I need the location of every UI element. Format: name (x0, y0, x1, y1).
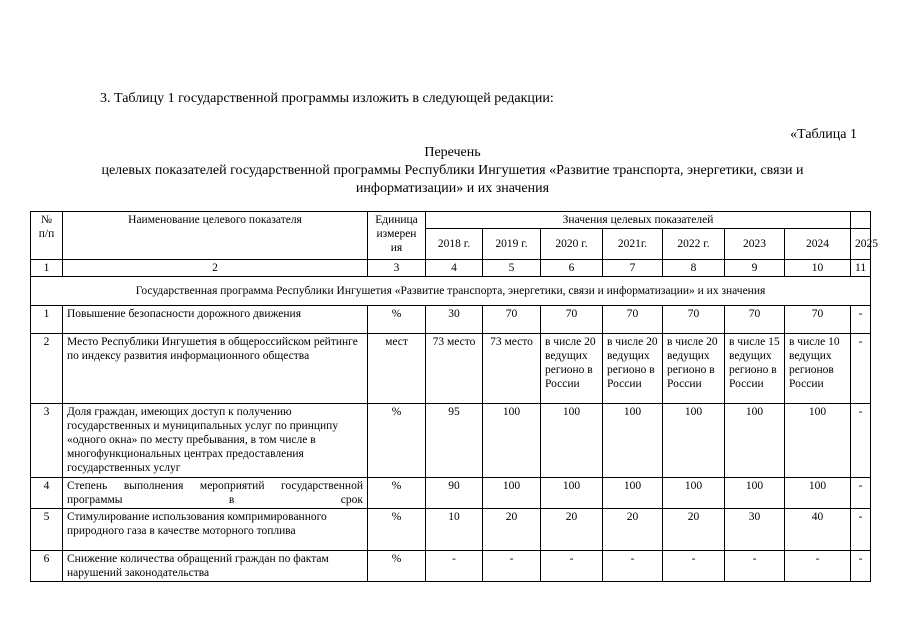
indicator-unit: % (368, 404, 426, 478)
column-number: 1 (31, 260, 63, 277)
indicator-name: Степень выполнения мероприятий государственной программы в срок (63, 478, 368, 509)
column-number: 2 (63, 260, 368, 277)
indicator-value: 70 (483, 306, 541, 334)
table-row (31, 334, 871, 404)
table-row (31, 551, 871, 582)
indicator-value: 100 (603, 478, 663, 509)
indicator-name: Повышение безопасности дорожного движения (63, 306, 368, 334)
row-number: 6 (31, 551, 63, 582)
indicator-value: 70 (725, 306, 785, 334)
indicator-value: 100 (663, 404, 725, 478)
indicator-value: 70 (785, 306, 851, 334)
indicator-value: в числе 20 ведущих регионо в России (603, 334, 663, 404)
row-number: 1 (31, 306, 63, 334)
row-number: 2 (31, 334, 63, 404)
heading-line: целевых показателей государственной программы Республики Ингушетия «Развитие транспорта, энергетики, связи и (101, 163, 804, 178)
column-number: 7 (603, 260, 663, 277)
indicator-value: 95 (426, 404, 483, 478)
indicator-value: 100 (483, 404, 541, 478)
table-label: «Таблица 1 (790, 127, 857, 142)
table-row (31, 478, 871, 509)
indicator-value: 70 (603, 306, 663, 334)
column-number: 4 (426, 260, 483, 277)
heading-line: информатизации» и их значения (355, 181, 550, 196)
header-blank (851, 212, 871, 229)
column-number: 6 (541, 260, 603, 277)
header-year: 2022 г. (663, 229, 725, 260)
row-number: 4 (31, 478, 63, 509)
indicator-name: Место Республики Ингушетия в общероссийском рейтинге по индексу развития информационного общества (63, 334, 368, 404)
indicator-value: - (785, 551, 851, 582)
indicator-value: 40 (785, 509, 851, 551)
header-name: Наименование целевого показателя (63, 212, 368, 260)
indicator-value: в числе 20 ведущих регионо в России (663, 334, 725, 404)
indicator-value: - (851, 334, 871, 404)
indicator-value: в числе 10 ведущих регионов России (785, 334, 851, 404)
indicator-value: - (725, 551, 785, 582)
row-number: 5 (31, 509, 63, 551)
indicator-value: 70 (541, 306, 603, 334)
indicator-value: - (426, 551, 483, 582)
indicator-value: 100 (483, 478, 541, 509)
indicator-value: 73 место (483, 334, 541, 404)
column-number: 5 (483, 260, 541, 277)
indicator-name: Доля граждан, имеющих доступ к получению государственных и муниципальных услуг по принципу «одного окна» по месту пребывания, в том числе в многофункциональных центрах предоставления государственных услуг (63, 404, 368, 478)
indicator-name: Стимулирование использования компримированного природного газа в качестве моторного топлива (63, 509, 368, 551)
indicator-value: - (663, 551, 725, 582)
table-heading (0, 144, 905, 198)
header-no: № п/п (31, 212, 63, 260)
indicator-value: 100 (541, 404, 603, 478)
header-year: 2020 г. (541, 229, 603, 260)
row-number: 3 (31, 404, 63, 478)
indicator-value: 20 (541, 509, 603, 551)
indicator-unit: мест (368, 334, 426, 404)
header-year: 2019 г. (483, 229, 541, 260)
indicator-value: 100 (785, 478, 851, 509)
indicator-value: 73 место (426, 334, 483, 404)
indicator-value: 30 (426, 306, 483, 334)
indicator-name: Снижение количества обращений граждан по фактам нарушений законодательства (63, 551, 368, 582)
indicator-value: - (851, 306, 871, 334)
header-values-group: Значения целевых показателей (426, 212, 851, 229)
indicator-value: 10 (426, 509, 483, 551)
indicator-value: - (483, 551, 541, 582)
indicators-table (30, 211, 879, 582)
indicator-value: 100 (541, 478, 603, 509)
header-year: 2021г. (603, 229, 663, 260)
column-number: 11 (851, 260, 871, 277)
indicator-unit: % (368, 509, 426, 551)
column-number: 9 (725, 260, 785, 277)
indicator-unit: % (368, 478, 426, 509)
column-number: 10 (785, 260, 851, 277)
indicator-unit: % (368, 551, 426, 582)
header-year: 2024 (785, 229, 851, 260)
indicator-value: 90 (426, 478, 483, 509)
indicator-value: - (851, 404, 871, 478)
header-year: 2018 г. (426, 229, 483, 260)
indicator-value: в числе 20 ведущих регионо в России (541, 334, 603, 404)
header-year: 2025 (851, 229, 871, 260)
indicator-value: 20 (663, 509, 725, 551)
program-row: Государственная программа Республики Ингушетия «Развитие транспорта, энергетики, связи и информатизации» и их значения (31, 277, 871, 306)
header-year: 2023 (725, 229, 785, 260)
table-row (31, 509, 871, 551)
indicator-value: 100 (785, 404, 851, 478)
intro-text: 3. Таблицу 1 государственной программы изложить в следующей редакции: (100, 91, 554, 106)
indicator-value: - (851, 509, 871, 551)
indicator-value: 70 (663, 306, 725, 334)
column-number: 8 (663, 260, 725, 277)
indicator-value: - (603, 551, 663, 582)
indicator-value: - (851, 551, 871, 582)
column-number: 3 (368, 260, 426, 277)
table-row (31, 404, 871, 478)
indicator-value: 100 (603, 404, 663, 478)
indicator-value: - (541, 551, 603, 582)
indicator-value: 100 (725, 478, 785, 509)
header-unit: Единица измерен ия (368, 212, 426, 260)
heading-line: Перечень (424, 145, 481, 160)
indicator-value: в числе 15 ведущих регионо в России (725, 334, 785, 404)
table-row (31, 306, 871, 334)
indicator-value: 20 (603, 509, 663, 551)
indicator-unit: % (368, 306, 426, 334)
indicator-value: 100 (663, 478, 725, 509)
indicator-value: 100 (725, 404, 785, 478)
indicator-value: - (851, 478, 871, 509)
indicator-value: 20 (483, 509, 541, 551)
indicator-value: 30 (725, 509, 785, 551)
